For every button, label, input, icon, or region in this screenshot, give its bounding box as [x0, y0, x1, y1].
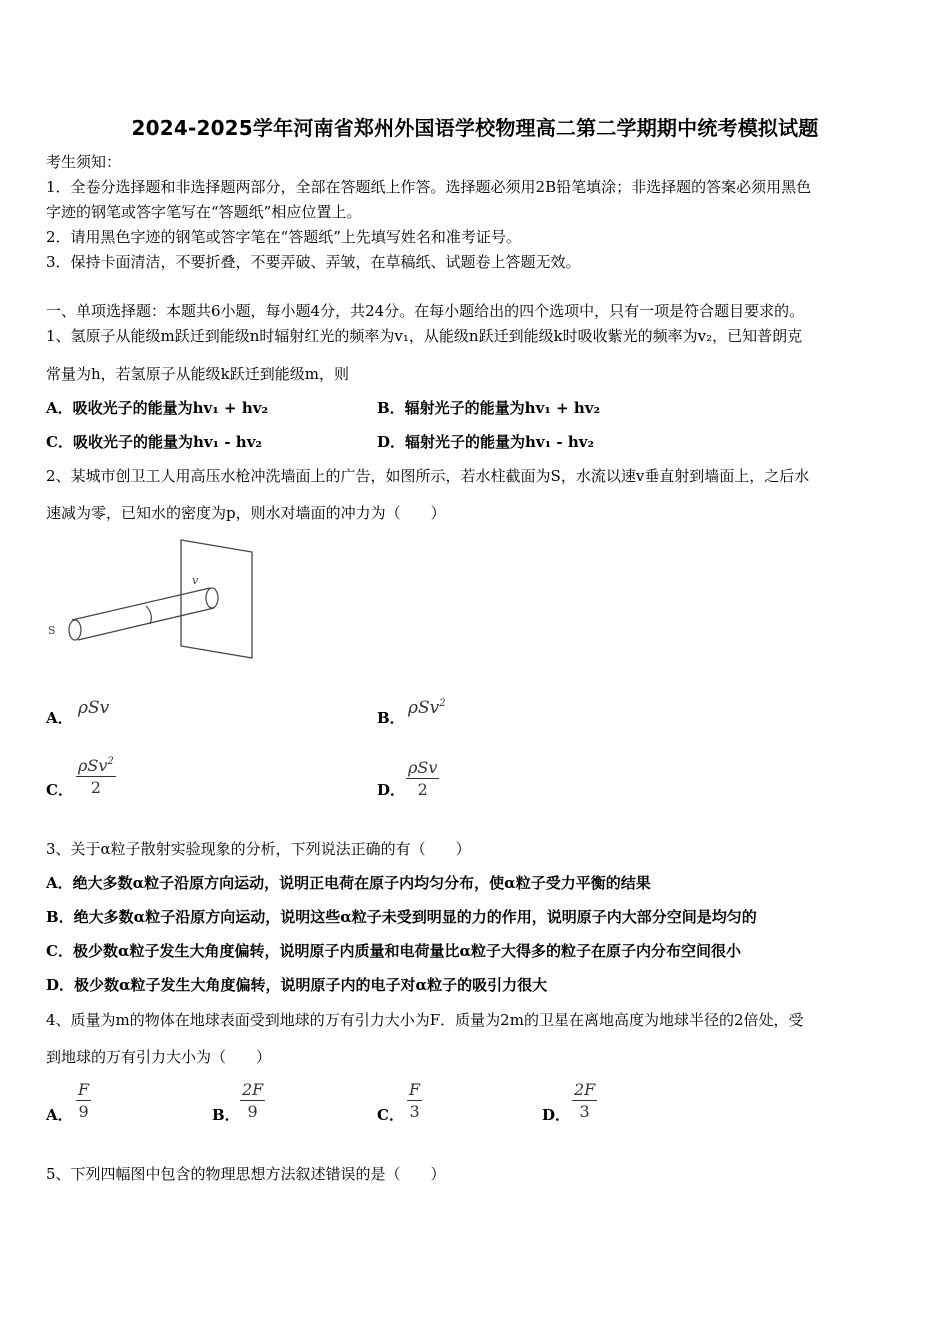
q2-option-d-label: D．: [377, 781, 406, 799]
q3-stem: 3、关于α粒子散射实验现象的分析，下列说法正确的有（ ）: [46, 840, 471, 858]
q2-option-d-fraction: ρSv 2: [408, 758, 438, 799]
q3-option-c: C．极少数α粒子发生大角度偏转，说明原子内质量和电荷量比α粒子大得多的粒子在原子内分布空间很小: [46, 942, 742, 960]
notice-heading: 考生须知：: [46, 153, 122, 171]
notice-item-1: 1．全卷分选择题和非选择题两部分，全部在答题纸上作答。选择题必须用2B铅笔填涂；非选择题的答案必须用黑色: [46, 178, 812, 196]
q2-stem-line1: 2、某城市创卫工人用高压水枪冲洗墙面上的广告，如图所示，若水柱截面为S，水流以速v垂直射到墙面上，之后水: [46, 467, 810, 485]
q4-stem-line1: 4、质量为m的物体在地球表面受到地球的万有引力大小为F．质量为2m的卫星在离地高度为地球半径的2倍处，受: [46, 1011, 804, 1029]
label-v: v: [192, 574, 199, 587]
q1-stem-line1: 1、氢原子从能级m跃迁到能级n时辐射红光的频率为v₁，从能级n跃迁到能级k时吸收紫光的频率为v₂，已知普朗克: [46, 327, 803, 345]
cylinder-right-end: [206, 588, 218, 608]
q4-option-c-label: C．: [377, 1106, 404, 1124]
q4-option-b-fraction: 2F 9: [242, 1080, 264, 1121]
q1-option-b: B．辐射光子的能量为hv₁ + hv₂: [377, 399, 601, 417]
q1-option-a: A．吸收光子的能量为hv₁ + hv₂: [46, 399, 269, 417]
notice-item-2: 2．请用黑色字迹的钢笔或答字笔在“答题纸”上先填写姓名和准考证号。: [46, 228, 521, 246]
notice-item-3: 3．保持卡面清洁，不要折叠，不要弄破、弄皱，在草稿纸、试题卷上答题无效。: [46, 253, 581, 271]
q4-option-d-label: D．: [542, 1106, 571, 1124]
q4-option-b-label: B．: [212, 1106, 240, 1124]
cylinder-band: [146, 606, 151, 624]
q2-option-b-expr: ρSv$^2$: [408, 698, 446, 718]
water-jet-figure: [42, 536, 272, 666]
q2-stem-line2: 速减为零，已知水的密度为p，则水对墙面的冲力为（ ）: [46, 504, 446, 522]
q2-option-c-fraction: ρSv$^2$ 2: [78, 756, 114, 797]
q4-option-c-fraction: F 3: [409, 1080, 421, 1121]
q5-stem: 5、下列四幅图中包含的物理思想方法叙述错误的是（ ）: [46, 1165, 446, 1183]
q4-option-a-fraction: F 9: [78, 1080, 90, 1121]
q3-option-b: B．绝大多数α粒子沿原方向运动，说明这些α粒子未受到明显的力的作用，说明原子内大部分空间是均匀的: [46, 908, 757, 926]
q2-option-a-label: A．: [46, 709, 73, 727]
q3-option-d: D．极少数α粒子发生大角度偏转，说明原子内的电子对α粒子的吸引力很大: [46, 976, 548, 994]
q2-option-c-label: C．: [46, 781, 73, 799]
q4-stem-line2: 到地球的万有引力大小为（ ）: [46, 1048, 272, 1066]
q2-option-b-label: B．: [377, 709, 405, 727]
cylinder-left-end: [69, 620, 81, 640]
notice-item-1-cont: 字迹的钢笔或答字笔写在“答题纸”相应位置上。: [46, 203, 362, 221]
q1-stem-line2: 常量为h，若氢原子从能级k跃迁到能级m，则: [46, 365, 349, 383]
exam-title: 2024-2025学年河南省郑州外国语学校物理高二第二学期期中统考模拟试题: [131, 116, 819, 140]
q2-option-a-expr: ρSv: [78, 698, 110, 718]
q4-option-a-label: A．: [46, 1106, 73, 1124]
q1-option-d: D．辐射光子的能量为hv₁ - hv₂: [377, 433, 595, 451]
q4-option-d-fraction: 2F 3: [574, 1080, 596, 1121]
cylinder-sides: [72, 588, 214, 640]
label-s: S: [48, 624, 56, 637]
section-heading: 一、单项选择题：本题共6小题，每小题4分，共24分。在每小题给出的四个选项中，只有一项是符合题目要求的。: [46, 302, 805, 320]
q3-option-a: A．绝大多数α粒子沿原方向运动，说明正电荷在原子内均匀分布，使α粒子受力平衡的结果: [46, 874, 651, 892]
q1-option-c: C．吸收光子的能量为hv₁ - hv₂: [46, 433, 262, 451]
wall-shape: [181, 540, 252, 658]
